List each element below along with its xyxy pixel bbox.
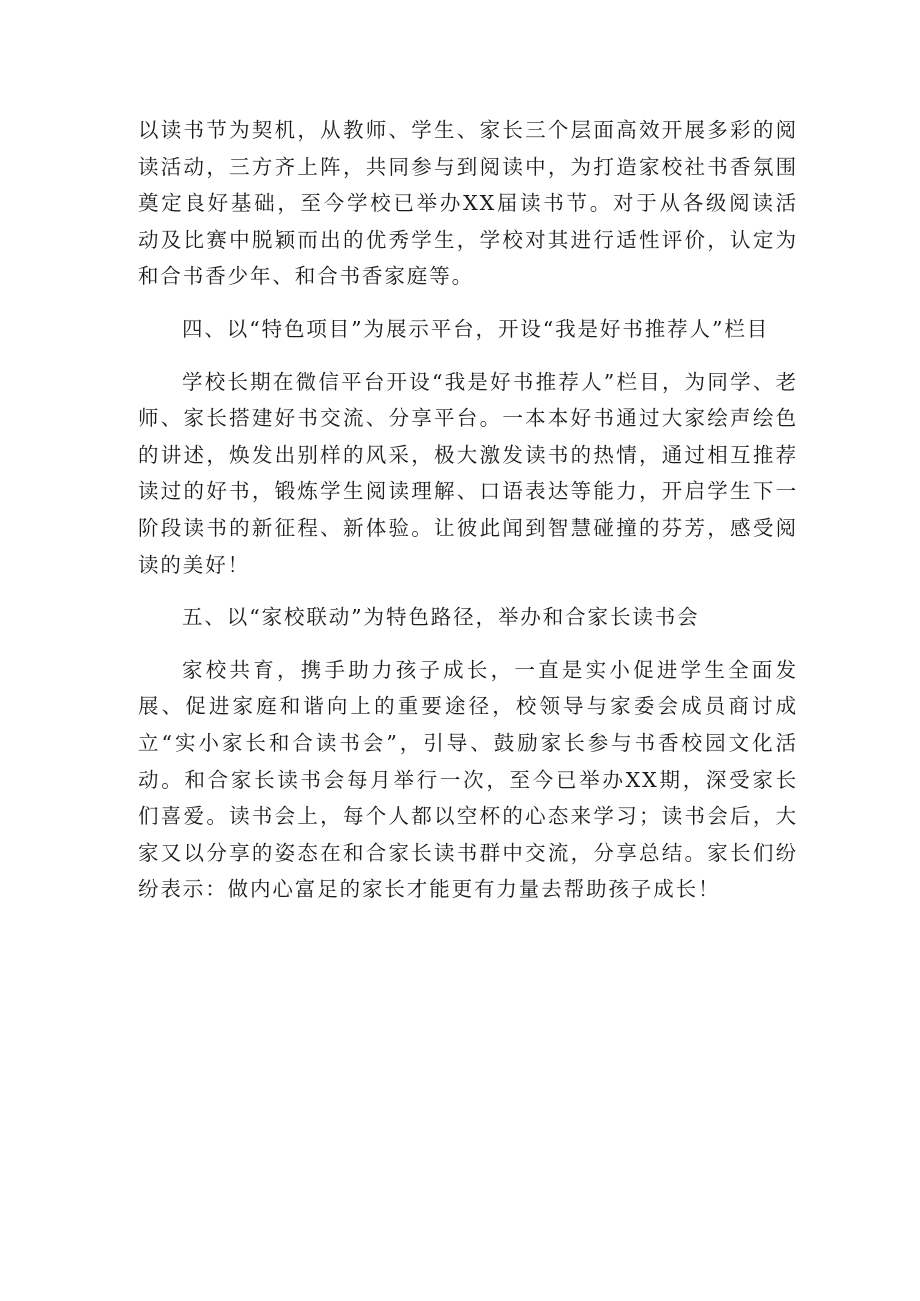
document-body (138, 112, 798, 924)
paragraph-reading-festival: 以读书节为契机，从教师、学生、家长三个层面高效开展多彩的阅读活动，三方齐上阵，共同参与到阅读中，为打造家校社书香氛围奠定良好基础，至今学校已举办XX届读书节。对于从各级阅读活动及比赛中脱颖而出的优秀学生，学校对其进行适性评价，认定为和合书香少年、和合书香家庭等。 (138, 118, 798, 289)
section-heading-four: 四、以“特色项目”为展示平台，开设“我是好书推荐人”栏目 (182, 316, 770, 341)
section-heading-five: 五、以“家校联动”为特色路径，举办和合家长读书会 (182, 605, 700, 630)
paragraph-parent-reading-club: 家校共育，携手助力孩子成长，一直是实小促进学生全面发展、促进家庭和谐向上的重要途径，校领导与家委会成员商讨成立“实小家长和合读书会”，引导、鼓励家长参与书香校园文化活动。和合家长读书会每月举行一次，至今已举办XX期，深受家长们喜爱。读书会上，每个人都以空杯的心态来学习；读书会后，大家又以分享的姿态在和合家长读书群中交流，分享总结。家长们纷纷表示：做内心富足的家长才能更有力量去帮助孩子成长！ (138, 657, 798, 902)
paragraph-book-recommender: 学校长期在微信平台开设“我是好书推荐人”栏目，为同学、老师、家长搭建好书交流、分享平台。一本本好书通过大家绘声绘色的讲述，焕发出别样的风采，极大激发读书的热情，通过相互推荐读过的好书，锻炼学生阅读理解、口语表达等能力，开启学生下一阶段读书的新征程、新体验。让彼此闻到智慧碰撞的芬芳，感受阅读的美好！ (138, 369, 798, 577)
